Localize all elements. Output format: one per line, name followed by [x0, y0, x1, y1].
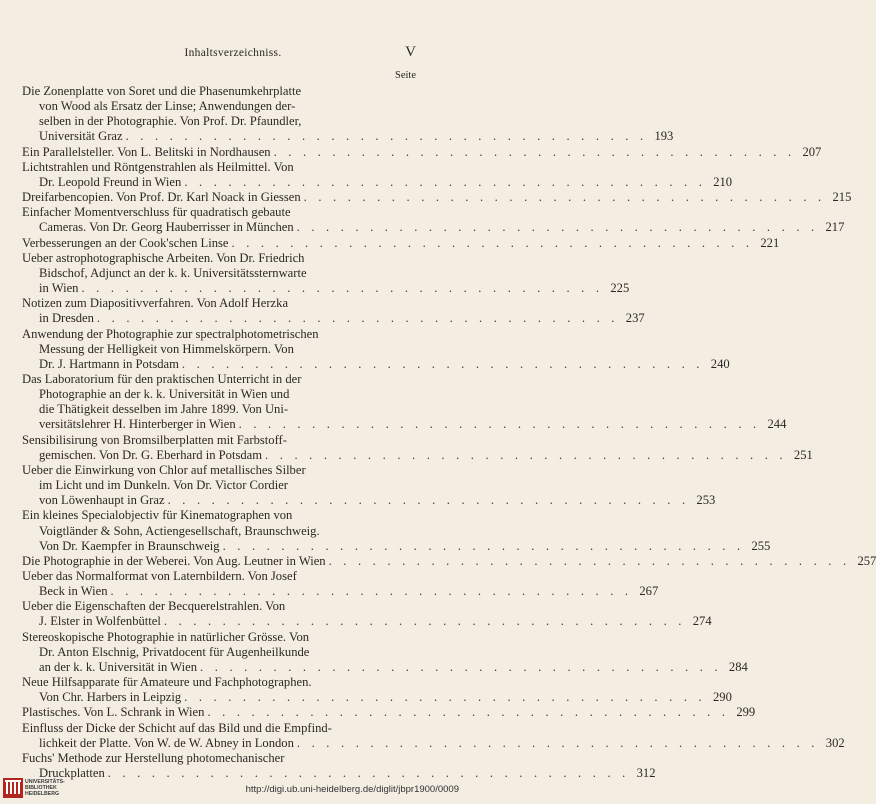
toc-page-number: 312	[636, 766, 656, 781]
leader-dots: . . . . . . . . . . . . . . . . . . . . . . . . . . . . . . . . . . . .	[96, 311, 619, 326]
page-header	[0, 44, 466, 67]
header-title: Inhaltsverzeichniss.	[184, 47, 282, 59]
toc-entry-last-line	[22, 417, 787, 432]
toc-entry-line: Das Laboratorium für den praktischen Unterricht in der	[22, 371, 302, 386]
toc-entry[interactable]	[22, 720, 845, 751]
toc-entry-text: Ein Parallelsteller. Von L. Belitski in Nordhausen	[22, 144, 271, 159]
toc-entry-line: Die Zonenplatte von Soret und die Phasenumkehrplatte	[22, 84, 302, 98]
library-name-line: BIBLIOTHEK	[25, 785, 57, 791]
toc-entry-text: Von Chr. Harbers in Leipzig	[39, 690, 182, 705]
toc-entry[interactable]	[22, 296, 645, 326]
toc-entry-line: Ein kleines Specialobjectiv für Kinematographen von	[22, 508, 293, 523]
toc-entry-last-line	[22, 174, 733, 190]
toc-entry[interactable]	[22, 326, 730, 372]
toc-page-number: 251	[793, 447, 813, 462]
toc-page-number: 225	[610, 281, 630, 296]
university-library-logo-icon	[3, 778, 23, 798]
toc-entry-line: Anwendung der Photographie zur spectralphotometrischen	[22, 326, 319, 341]
toc-entry-line: Einfluss der Dicke der Schicht auf das Bild und die Empfind-	[22, 720, 332, 735]
toc-entry-text: gemischen. Von Dr. G. Eberhard in Potsdam	[39, 447, 263, 462]
leader-dots: . . . . . . . . . . . . . . . . . . . . . . . . . . . . . . . . . . . .	[125, 129, 648, 144]
leader-dots: . . . . . . . . . . . . . . . . . . . . . . . . . . . . . . . . . . . .	[181, 356, 704, 371]
toc-entry-line: selben in der Photographie. Von Prof. Dr. Pfaundler,	[39, 114, 302, 129]
toc-entry-line: die Thätigkeit desselben im Jahre 1899. Von Uni-	[39, 402, 289, 417]
toc-entry[interactable]	[22, 432, 813, 463]
toc-page-number: 284	[728, 659, 748, 674]
leader-dots: . . . . . . . . . . . . . . . . . . . . . . . . . . . . . . . . . . . .	[303, 190, 826, 205]
toc-entry-line: Ueber das Normalformat von Laternbildern. Von Josef	[22, 569, 297, 583]
toc-page-number: 210	[713, 174, 733, 189]
toc-entry-text: Cameras. Von Dr. Georg Hauberrisser in München	[39, 220, 294, 235]
toc-entry-line: Bidschof, Adjunct an der k. k. Universitätssternwarte	[39, 265, 307, 280]
toc-entry-line: Notizen zum Diapositivverfahren. Von Adolf Herzka	[22, 296, 289, 311]
toc-page-number: 253	[696, 493, 716, 508]
toc-entry[interactable]	[22, 705, 756, 720]
toc-page-number: 215	[832, 190, 852, 205]
leader-dots: . . . . . . . . . . . . . . . . . . . . . . . . . . . . . . . . . . . .	[81, 281, 604, 296]
toc-entry[interactable]	[22, 250, 630, 296]
toc-entry-last-line	[22, 311, 645, 326]
leader-dots: . . . . . . . . . . . . . . . . . . . . . . . . . . . . . . . . . . . .	[163, 614, 686, 629]
toc-entry-last-line	[22, 190, 852, 205]
toc-entry[interactable]	[22, 553, 876, 569]
leader-dots: . . . . . . . . . . . . . . . . . . . . . . . . . . . . . . . . . . . .	[107, 766, 630, 781]
library-name	[25, 779, 65, 797]
toc-entry-last-line	[22, 735, 845, 751]
leader-dots: . . . . . . . . . . . . . . . . . . . . . . . . . . . . . . . . . . . .	[296, 220, 819, 235]
toc-entry-line: Sensibilisirung von Bromsilberplatten mit Farbstoff-	[22, 432, 287, 447]
library-name-line: HEIDELBERG	[25, 791, 60, 797]
toc-entry-last-line	[22, 493, 716, 508]
leader-dots: . . . . . . . . . . . . . . . . . . . . . . . . . . . . . . . . . . . .	[265, 447, 787, 462]
toc-entry-line: Stereoskopische Photographie in natürlicher Grösse. Von	[22, 629, 310, 644]
toc-entry-last-line	[22, 659, 748, 675]
toc-entry[interactable]	[22, 144, 822, 160]
footer	[0, 774, 466, 804]
toc-entry-line: Ueber die Eigenschaften der Becquerelstrahlen. Von	[22, 599, 286, 614]
toc-entry[interactable]	[22, 462, 716, 508]
toc-entry-text: Druckplatten	[39, 766, 105, 781]
leader-dots: . . . . . . . . . . . . . . . . . . . . . . . . . . . . . . . . . . . .	[328, 553, 851, 568]
toc-entry-last-line	[22, 356, 730, 372]
leader-dots: . . . . . . . . . . . . . . . . . . . . . . . . . . . . . . . . . . . .	[238, 417, 761, 432]
leader-dots: . . . . . . . . . . . . . . . . . . . . . . . . . . . . . . . . . . . .	[296, 735, 819, 750]
toc-entry-last-line	[22, 614, 712, 629]
toc-entry-text: versitätslehrer H. Hinterberger in Wien	[39, 417, 236, 432]
toc-entry-last-line	[22, 281, 630, 296]
toc-entry-line: Ueber astrophotographische Arbeiten. Von Dr. Friedrich	[22, 250, 305, 265]
toc-entry-text: in Dresden	[39, 311, 94, 326]
toc-page-number: 193	[654, 129, 674, 144]
toc-entry-text: Von Dr. Kaempfer in Braunschweig	[39, 538, 220, 553]
leader-dots: . . . . . . . . . . . . . . . . . . . . . . . . . . . . . . . . . . . .	[184, 174, 707, 189]
toc-entry-last-line	[22, 220, 845, 235]
toc-entry[interactable]	[22, 190, 852, 205]
toc-entry[interactable]	[22, 235, 780, 251]
toc-page-number: 257	[857, 553, 876, 568]
toc-entry[interactable]	[22, 599, 712, 629]
leader-dots: . . . . . . . . . . . . . . . . . . . . . . . . . . . . . . . . . . . .	[184, 690, 706, 705]
toc-entry-text: in Wien	[39, 281, 79, 296]
leader-dots: . . . . . . . . . . . . . . . . . . . . . . . . . . . . . . . . . . . .	[167, 493, 690, 508]
toc-entry-line: Photographie an der k. k. Universität in Wien und	[39, 387, 290, 402]
toc-entry-text: von Löwenhaupt in Graz	[39, 493, 165, 508]
toc-entry[interactable]	[22, 159, 733, 190]
toc-page-number: 221	[760, 235, 780, 250]
toc-entry-line: Neue Hilfsapparate für Amateure und Fachphotographen.	[22, 675, 312, 690]
toc-entry-last-line	[22, 584, 659, 599]
toc-entry-text: Die Photographie in der Weberei. Von Aug. Leutner in Wien	[22, 553, 326, 568]
toc-entry-line: Einfacher Momentverschluss für quadratisch gebaute	[22, 205, 291, 220]
toc-entry-line: Ueber die Einwirkung von Chlor auf metallisches Silber	[22, 462, 306, 477]
toc-page-number: 290	[712, 690, 732, 705]
toc-entry-last-line	[22, 144, 822, 160]
toc-entry-text: Dr. Leopold Freund in Wien	[39, 174, 182, 189]
toc-page-number: 302	[825, 735, 845, 750]
toc-entry-last-line	[22, 538, 771, 554]
toc-entry[interactable]	[22, 675, 732, 705]
header-page-number: V	[405, 44, 416, 60]
library-name-line: UNIVERSITÄTS-	[25, 779, 65, 785]
toc-entry[interactable]	[22, 629, 748, 675]
toc-entry-line: im Licht und im Dunkeln. Von Dr. Victor Cordier	[39, 478, 289, 493]
toc-entry-last-line	[22, 235, 780, 251]
toc-entry[interactable]	[22, 569, 659, 599]
leader-dots: . . . . . . . . . . . . . . . . . . . . . . . . . . . . . . . . . . . .	[207, 705, 730, 720]
toc-entry-line: Dr. Anton Elschnig, Privatdocent für Augenheilkunde	[39, 644, 310, 659]
toc-entry-line: von Wood als Ersatz der Linse; Anwendungen der-	[39, 99, 296, 114]
toc-entry-text: an der k. k. Universität in Wien	[39, 659, 198, 674]
toc-entry[interactable]	[22, 508, 771, 553]
toc-entry-text: Universität Graz	[39, 129, 123, 144]
toc-entry[interactable]	[22, 371, 787, 433]
toc-page-number: 274	[692, 614, 712, 629]
toc-entry-line: Voigtländer & Sohn, Actiengesellschaft, Braunschweig.	[39, 523, 320, 538]
leader-dots: . . . . . . . . . . . . . . . . . . . . . . . . . . . . . . . . . . . .	[200, 659, 722, 674]
toc-entry-text: Dreifarbencopien. Von Prof. Dr. Karl Noack in Giessen	[22, 190, 301, 205]
leader-dots: . . . . . . . . . . . . . . . . . . . . . . . . . . . . . . . . . . . .	[231, 235, 754, 250]
leader-dots: . . . . . . . . . . . . . . . . . . . . . . . . . . . . . . . . . . . .	[273, 144, 796, 159]
toc-page-number: 207	[802, 144, 822, 159]
page-column-label: Seite	[395, 70, 416, 81]
toc-page-number: 237	[625, 311, 645, 326]
toc-page-number: 244	[767, 417, 787, 432]
toc-entry[interactable]	[22, 205, 845, 235]
toc-page-number: 240	[710, 356, 730, 371]
toc-entry-text: lichkeit der Platte. Von W. de W. Abney in London	[39, 735, 294, 750]
toc-entry-text: Dr. J. Hartmann in Potsdam	[39, 356, 179, 371]
toc-page-number: 255	[751, 538, 771, 553]
toc-page-number: 267	[639, 584, 659, 599]
toc-entry-text: J. Elster in Wolfenbüttel	[39, 614, 161, 629]
source-url-link[interactable]: http://digi.ub.uni-heidelberg.de/diglit/jbpr1900/0009	[245, 784, 459, 795]
toc-entry-line: Lichtstrahlen und Röntgenstrahlen als Heilmittel. Von	[22, 159, 294, 174]
toc-entry-text: Plastisches. Von L. Schrank in Wien	[22, 705, 205, 720]
toc-entry-line: Fuchs' Methode zur Herstellung photomechanischer	[22, 750, 285, 765]
toc-entry-text: Verbesserungen an der Cook'schen Linse	[22, 235, 229, 250]
toc-entry-last-line	[22, 553, 876, 569]
toc-entry-last-line	[22, 447, 813, 463]
leader-dots: . . . . . . . . . . . . . . . . . . . . . . . . . . . . . . . . . . . .	[110, 584, 633, 599]
leader-dots: . . . . . . . . . . . . . . . . . . . . . . . . . . . . . . . . . . . .	[222, 538, 745, 553]
toc-entry-last-line	[22, 705, 756, 720]
toc-page-number: 299	[736, 705, 756, 720]
toc-entry-line: Messung der Helligkeit von Himmelskörpern. Von	[39, 341, 294, 356]
table-of-contents	[22, 84, 876, 781]
toc-entry-last-line	[22, 129, 674, 144]
toc-entry-text: Beck in Wien	[39, 584, 108, 599]
toc-page-number: 217	[825, 220, 845, 235]
toc-entry[interactable]	[22, 84, 674, 145]
toc-entry-last-line	[22, 690, 732, 705]
